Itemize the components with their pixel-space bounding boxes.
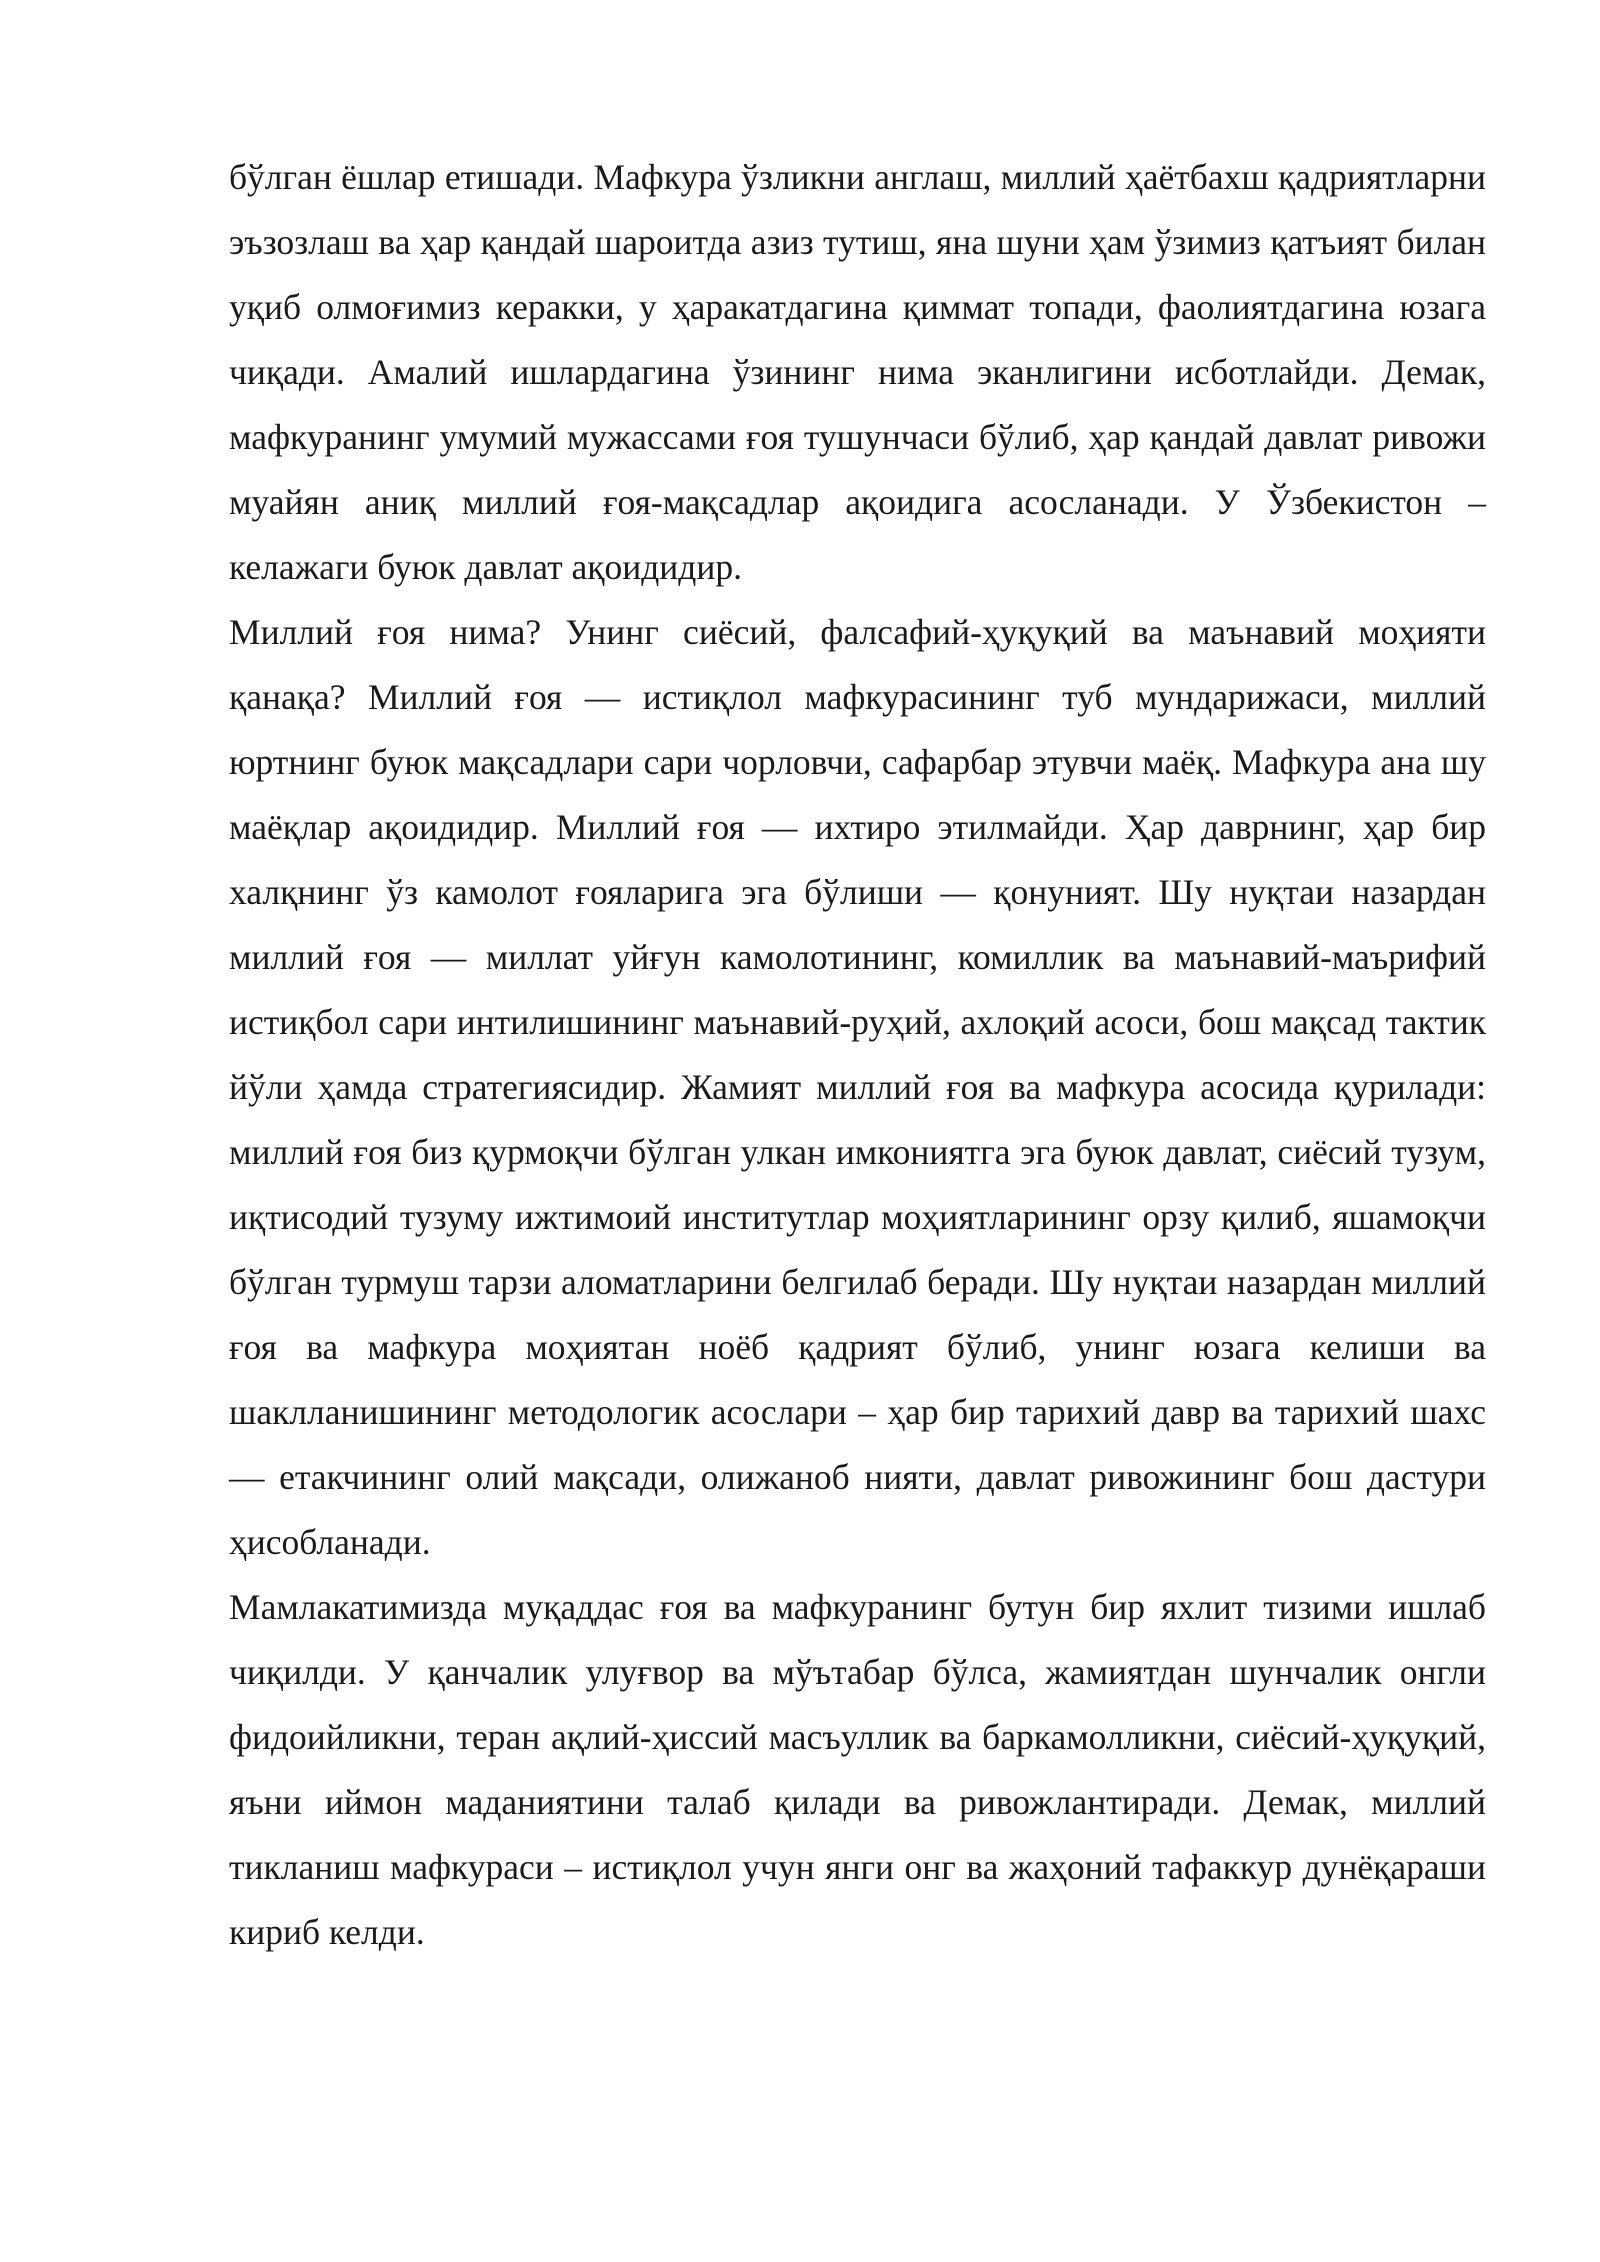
paragraph-1: бўлган ёшлар етишади. Мафкура ўзликни англаш, миллий ҳаётбахш қадриятларни эъзозлаш ва ҳар қандай шароитда азиз тутиш, яна шуни ҳам ўзимиз қатъият билан уқиб олмоғимиз керакки, у ҳаракатдагина қиммат топади, фаолиятдагина юзага чиқади. Амалий ишлардагина ўзининг нима эканлигини исботлайди. Демак, мафкуранинг умумий мужассами ғоя тушунчаси бўлиб, ҳар қандай давлат ривожи муайян аниқ миллий ғоя-мақсадлар ақоидига асосланади. У Ўзбекистон – келажаги буюк давлат ақоидидир. — [229, 157, 1486, 587]
paragraph-2: Миллий ғоя нима? Унинг сиёсий, фалсафий-ҳуқуқий ва маънавий моҳияти қанақа? Миллий ғоя — истиқлол мафкурасининг туб мундарижаси, миллий юртнинг буюк мақсадлари сари чорловчи, сафарбар этувчи маёқ. Мафкура ана шу маёқлар ақоидидир. Миллий ғоя — ихтиро этилмайди. Ҳар даврнинг, ҳар бир халқнинг ўз камолот ғояларига эга бўлиши — қонуният. Шу нуқтаи назардан миллий ғоя — миллат уйғун камолотининг, комиллик ва маънавий-маърифий истиқбол сари интилишининг маънавий-руҳий, ахлоқий асоси, бош мақсад тактик йўли ҳамда стратегиясидир. Жамият миллий ғоя ва мафкура асосида қурилади: миллий ғоя биз қурмоқчи бўлган улкан имкониятга эга буюк давлат, сиёсий тузум, иқтисодий тузуму ижтимоий институтлар моҳиятларининг орзу қилиб, яшамоқчи бўлган турмуш тарзи аломатларини белгилаб беради. Шу нуқтаи назардан миллий ғоя ва мафкура моҳиятан ноёб қадрият бўлиб, унинг юзага келиши ва шаклланишининг методологик асослари – ҳар бир тарихий давр ва тарихий шахс — етакчининг олий мақсади, олижаноб нияти, давлат ривожининг бош дастури ҳисобланади. — [229, 612, 1486, 1562]
paragraph-3: Мамлакатимизда муқаддас ғоя ва мафкуранинг бутун бир яхлит тизими ишлаб чиқилди. У қанчалик улуғвор ва мўътабар бўлса, жамиятдан шунчалик онгли фидоийликни, теран ақлий-ҳиссий масъуллик ва баркамолликни, сиёсий-ҳуқуқий, яъни иймон маданиятини талаб қилади ва ривожлантиради. Демак, миллий тикланиш мафкураси – истиқлол учун янги онг ва жаҳоний тафаккур дунёқараши кириб келди. — [229, 1587, 1486, 1952]
document-body — [229, 145, 1486, 1965]
